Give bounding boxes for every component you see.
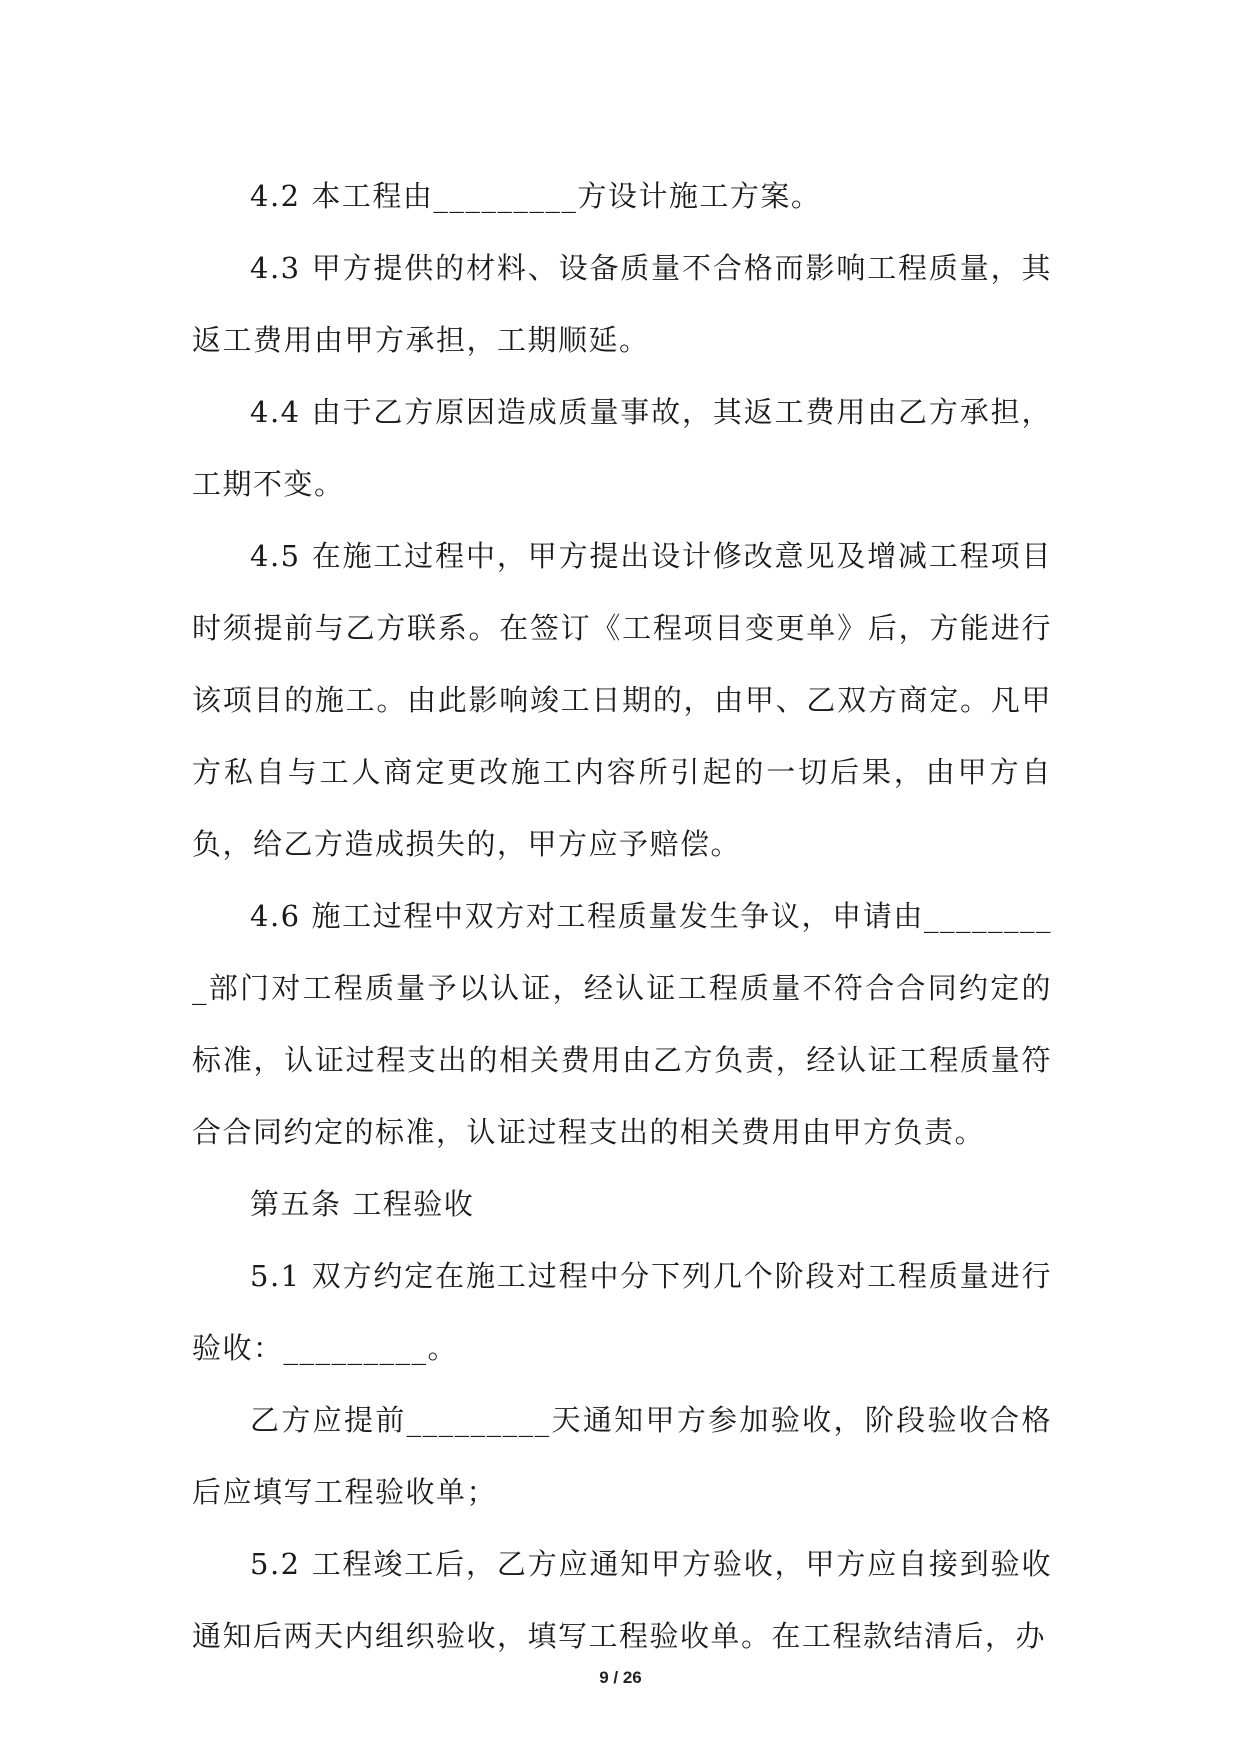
- clause-4-6: 4.6 施工过程中双方对工程质量发生争议，申请由_________部门对工程质量予以认证，经认证工程质量不符合合同约定的标准，认证过程支出的相关费用由乙方负责，经认证工程质量符合合同约定的标准，认证过程支出的相关费用由甲方负责。: [192, 899, 1052, 1149]
- page-number: 9 / 26: [599, 1668, 642, 1687]
- section-heading-article-5: 第五条 工程验收: [250, 1187, 475, 1221]
- document-body: [192, 160, 1052, 1672]
- clause-4-5: 4.5 在施工过程中，甲方提出设计修改意见及增减工程项目时须提前与乙方联系。在签订《工程项目变更单》后，方能进行该项目的施工。由此影响竣工日期的，由甲、乙双方商定。凡甲方私自与工人商定更改施工内容所引起的一切后果，由甲方自负，给乙方造成损失的，甲方应予赔偿。: [192, 539, 1052, 861]
- clause-5-1-notice: 乙方应提前_________天通知甲方参加验收，阶段验收合格后应填写工程验收单；: [192, 1403, 1052, 1509]
- clause-4-2: 4.2 本工程由_________方设计施工方案。: [250, 179, 822, 213]
- clause-4-3: 4.3 甲方提供的材料、设备质量不合格而影响工程质量，其返工费用由甲方承担，工期顺延。: [192, 251, 1052, 357]
- clause-4-4: 4.4 由于乙方原因造成质量事故，其返工费用由乙方承担，工期不变。: [192, 395, 1052, 501]
- clause-5-1: 5.1 双方约定在施工过程中分下列几个阶段对工程质量进行验收：_________。: [192, 1259, 1052, 1365]
- clause-5-2: 5.2 工程竣工后，乙方应通知甲方验收，甲方应自接到验收通知后两天内组织验收，填写工程验收单。在工程款结清后，办: [192, 1547, 1052, 1653]
